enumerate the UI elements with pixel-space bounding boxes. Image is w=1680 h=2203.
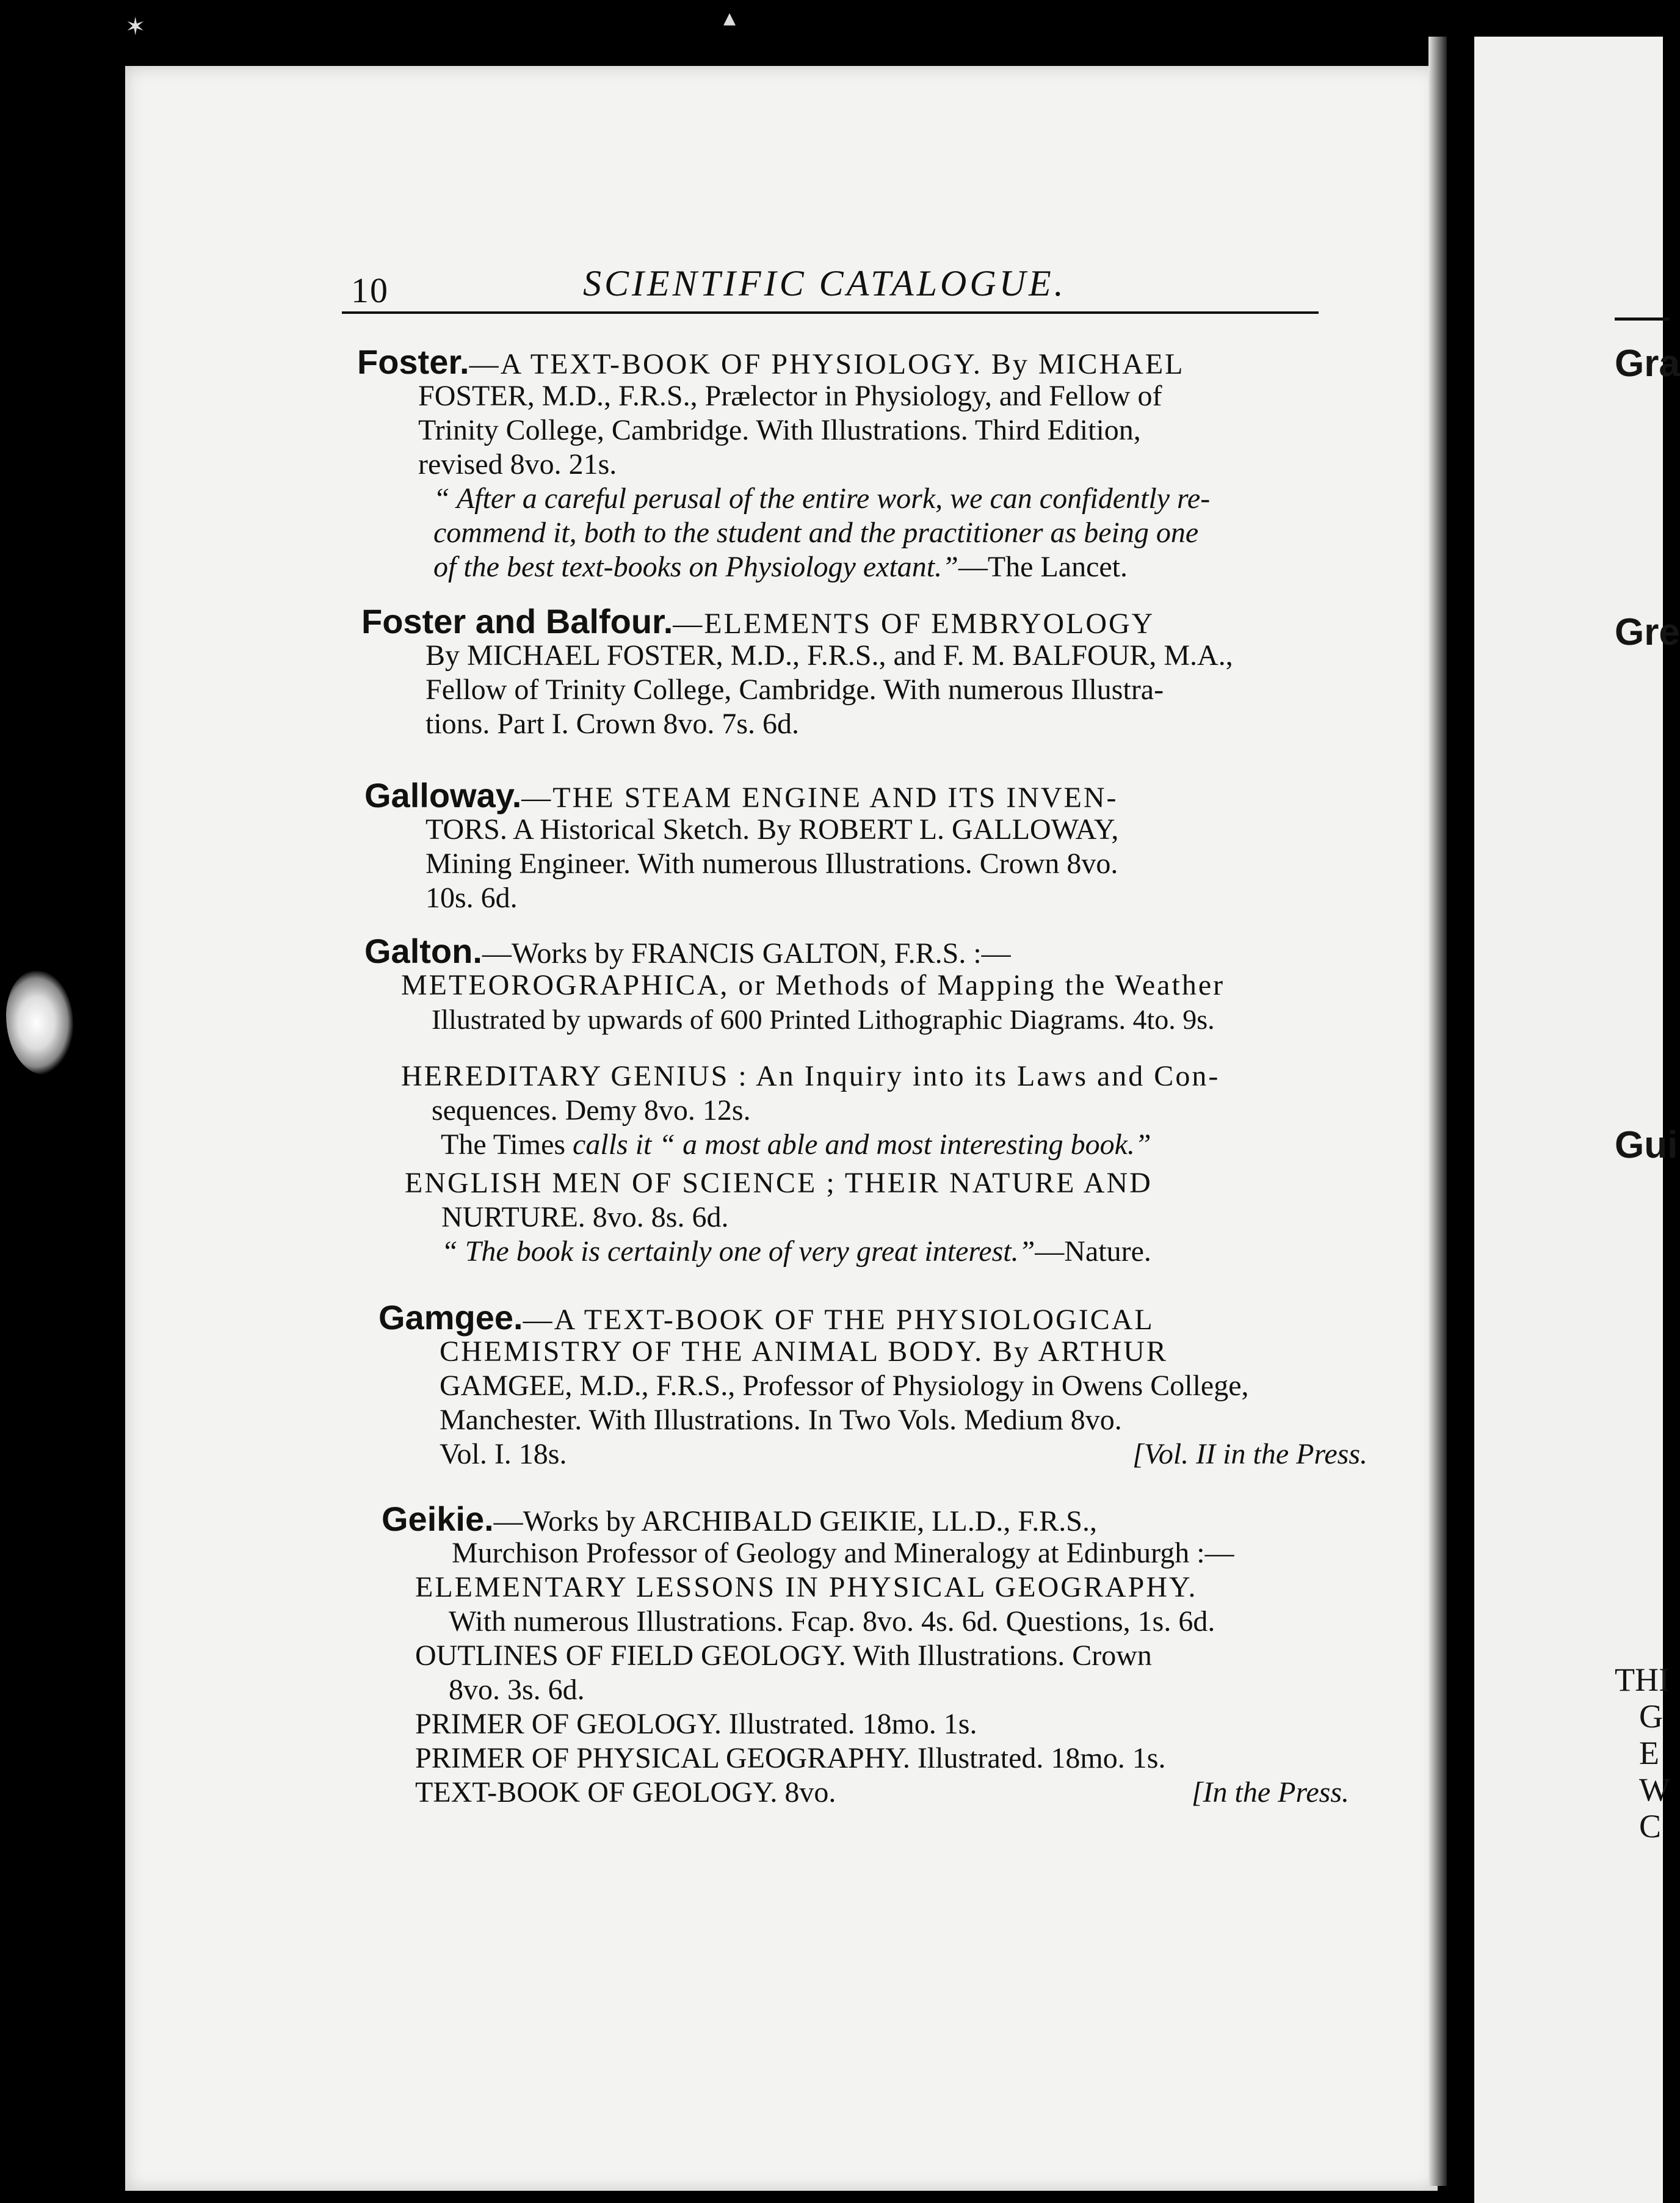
page-gutter-shadow <box>1428 37 1447 2186</box>
facing-page-word: E <box>1639 1735 1659 1771</box>
entry-galloway <box>364 778 1118 915</box>
entry-title: —A TEXT-BOOK OF PHYSIOLOGY. By MICHAEL <box>469 348 1185 380</box>
entry-geikie <box>382 1502 1349 1810</box>
review-quote: calls it “ a most able and most interesting book.” <box>565 1128 1151 1161</box>
entry-author: Galton. <box>364 932 482 970</box>
facing-page-word: THI <box>1615 1661 1670 1698</box>
entry-line: Mining Engineer. With numerous Illustrations. Crown 8vo. <box>425 847 1118 880</box>
review-quote: of the best text-books on Physiology extant.” <box>433 551 958 583</box>
entry-title: —Works by ARCHIBALD GEIKIE, LL.D., F.R.S., <box>493 1505 1097 1537</box>
dust-speck: ✶ <box>125 13 146 40</box>
entry-line: tions. Part I. Crown 8vo. 7s. 6d. <box>425 708 799 740</box>
entry-line: Manchester. With Illustrations. In Two Vols. Medium 8vo. <box>440 1404 1122 1436</box>
entry-author: Galloway. <box>364 776 522 815</box>
facing-page-word: G <box>1639 1698 1663 1735</box>
entry-line: 10s. 6d. <box>425 882 518 914</box>
entry-line: revised 8vo. 21s. <box>418 448 617 481</box>
facing-page-word: Gui <box>1615 1124 1678 1166</box>
entry-line: Trinity College, Cambridge. With Illustrations. Third Edition, <box>418 414 1141 446</box>
work-title: OUTLINES OF FIELD GEOLOGY. With Illustrations. Crown <box>415 1639 1152 1672</box>
entry-line: TORS. A Historical Sketch. By ROBERT L. GALLOWAY, <box>425 813 1119 846</box>
facing-page-word: Gra <box>1615 343 1680 385</box>
work-title: PRIMER OF PHYSICAL GEOGRAPHY. Illustrated. 18mo. 1s. <box>415 1742 1166 1774</box>
paper-damage-spot <box>6 971 73 1075</box>
entry-line: Vol. I. 18s. <box>440 1438 567 1470</box>
review-source: —The Lancet. <box>958 551 1128 583</box>
page-number: 10 <box>351 270 389 310</box>
entry-gamgee <box>378 1298 1367 1472</box>
entry-author: Foster. <box>357 343 469 381</box>
entry-title: —ELEMENTS OF EMBRYOLOGY <box>673 608 1155 640</box>
review-source: The Times <box>441 1128 566 1161</box>
entry-foster-balfour <box>361 604 1233 741</box>
review-quote: commend it, both to the student and the practitioner as being one <box>433 517 1199 549</box>
work-title: TEXT-BOOK OF GEOLOGY. 8vo. <box>415 1776 836 1809</box>
review-quote: “ The book is certainly one of very great interest.” <box>441 1235 1035 1268</box>
facing-page-rule <box>1615 318 1670 321</box>
work-title: ENGLISH MEN OF SCIENCE ; THEIR NATURE AND <box>405 1167 1153 1199</box>
running-head: SCIENTIFIC CATALOGUE. <box>583 263 1066 303</box>
in-press-note: [Vol. II in the Press. <box>1132 1438 1367 1470</box>
entry-line: By MICHAEL FOSTER, M.D., F.R.S., and F. M. BALFOUR, M.A., <box>425 639 1233 672</box>
entry-line: CHEMISTRY OF THE ANIMAL BODY. By ARTHUR <box>440 1335 1168 1368</box>
work-title: METEOROGRAPHICA, or Methods of Mapping the Weather <box>401 969 1225 1001</box>
entry-author: Geikie. <box>382 1500 494 1538</box>
facing-page-word: W <box>1639 1771 1670 1808</box>
entry-title: —Works by FRANCIS GALTON, F.R.S. :— <box>482 937 1011 970</box>
header-rule <box>342 311 1319 314</box>
entry-line: GAMGEE, M.D., F.R.S., Professor of Physiology in Owens College, <box>440 1370 1249 1402</box>
facing-page-fragment <box>1474 37 1680 2203</box>
review-source: —Nature. <box>1035 1235 1151 1268</box>
facing-page-word: Gre <box>1615 611 1680 653</box>
entry-line: 8vo. 3s. 6d. <box>449 1674 585 1706</box>
work-title: PRIMER OF GEOLOGY. Illustrated. 18mo. 1s. <box>415 1708 977 1740</box>
entry-foster <box>357 345 1210 584</box>
facing-page-word: C <box>1639 1808 1662 1845</box>
in-press-note: [In the Press. <box>1191 1776 1349 1809</box>
entry-line: sequences. Demy 8vo. 12s. <box>432 1094 751 1127</box>
entry-line: Fellow of Trinity College, Cambridge. With numerous Illustra- <box>425 673 1164 706</box>
entry-line: NURTURE. 8vo. 8s. 6d. <box>441 1201 729 1233</box>
entry-galton-english-men-of-science <box>405 1166 1153 1269</box>
entry-title: —A TEXT-BOOK OF THE PHYSIOLOGICAL <box>523 1304 1154 1336</box>
entry-title: —THE STEAM ENGINE AND ITS INVEN- <box>521 782 1118 814</box>
review-quote: “ After a careful perusal of the entire work, we can confidently re- <box>433 482 1211 515</box>
dust-speck: ▴ <box>723 4 736 31</box>
entry-line: Illustrated by upwards of 600 Printed Lithographic Diagrams. 4to. 9s. <box>432 1004 1215 1035</box>
entry-galton-hereditary-genius <box>401 1059 1220 1162</box>
work-title: ELEMENTARY LESSONS IN PHYSICAL GEOGRAPHY. <box>415 1571 1198 1603</box>
entry-line: Murchison Professor of Geology and Mineralogy at Edinburgh :— <box>452 1537 1234 1569</box>
entry-line: With numerous Illustrations. Fcap. 8vo. 4s. 6d. Questions, 1s. 6d. <box>449 1605 1215 1638</box>
work-title: HEREDITARY GENIUS : An Inquiry into its Laws and Con- <box>401 1060 1220 1092</box>
entry-galton <box>364 934 1225 1037</box>
entry-author: Gamgee. <box>378 1298 523 1337</box>
entry-author: Foster and Balfour. <box>361 602 673 641</box>
entry-line: FOSTER, M.D., F.R.S., Prælector in Physiology, and Fellow of <box>418 380 1162 412</box>
